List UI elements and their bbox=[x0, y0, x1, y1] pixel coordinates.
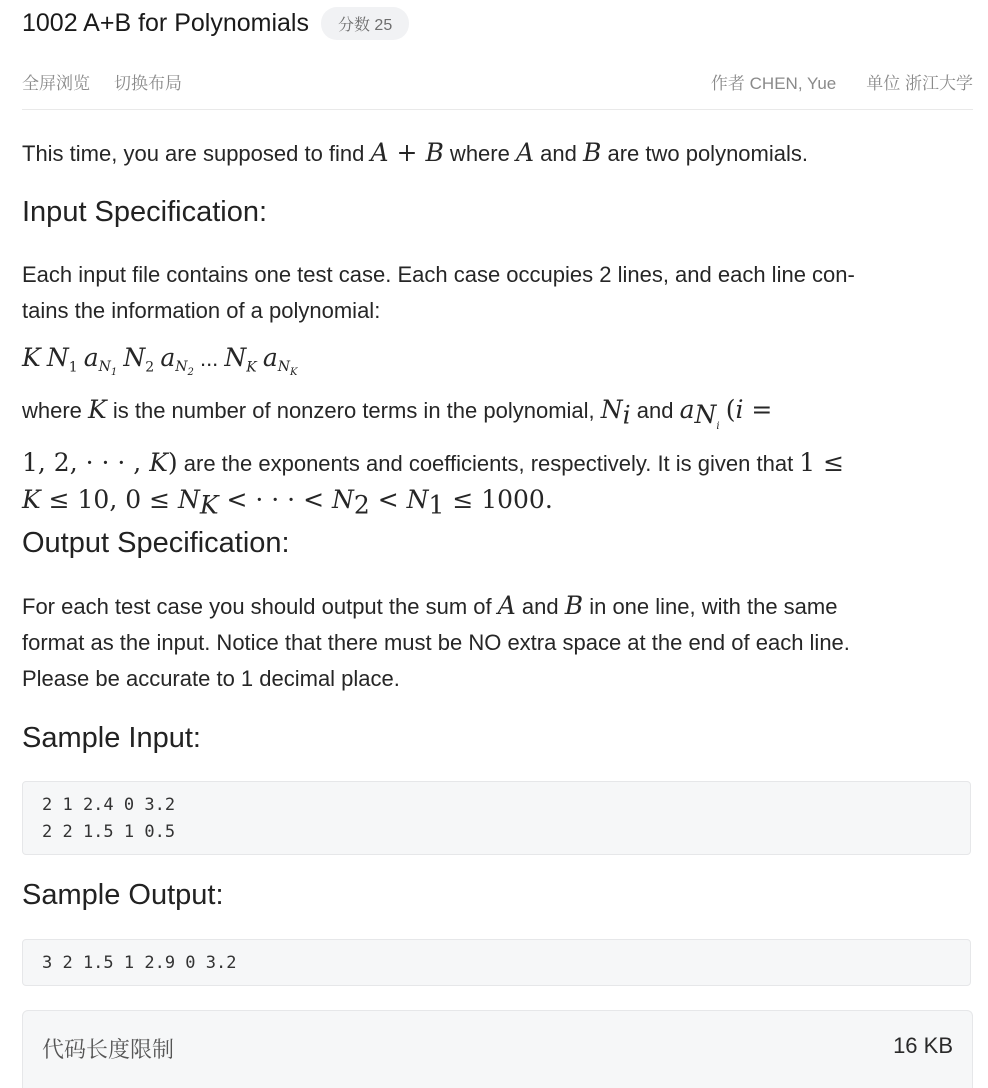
sample-output-line: 3 2 1.5 1 2.9 0 3.2 bbox=[42, 953, 237, 973]
input-format-formula: K $N_1$ $a_{N_1}$ $N_2$ $a_{N_2}$ ... $N_K$ $a_{N_K}$ bbox=[22, 343, 298, 379]
output-text-line-2: format as the input. Notice that there must be NO extra space at the end of each line. bbox=[22, 630, 850, 655]
intro-text-2: where bbox=[443, 141, 516, 166]
code-length-limit bbox=[22, 1010, 973, 1088]
sample-input-block[interactable] bbox=[22, 781, 971, 855]
intro-text-3: and bbox=[534, 141, 583, 166]
sample-input-line: 2 1 2.4 0 3.2 bbox=[42, 795, 176, 815]
sample-input-heading: Sample Input: bbox=[22, 722, 201, 754]
problem-intro: This time, you are supposed to find A + B where A and B are two polynomials. bbox=[22, 138, 808, 167]
input-constraints: where K is the number of nonzero terms in the polynomial, $N_i$ and $a_{N_i}$ (i = 1, 2, · · · , K) are the exponents and coefficients, respectively. It is given that 1 ≤ K ≤ 10, $0 \le N_K$ < · · · < $N_2 < N_1 \le 1000$. bbox=[22, 395, 845, 520]
sample-output-heading: Sample Output: bbox=[22, 879, 224, 911]
problem-title: 1002 A+B for Polynomials bbox=[22, 8, 309, 37]
header-divider bbox=[22, 109, 973, 110]
input-spec-heading: Input Specification: bbox=[22, 196, 268, 228]
title-row bbox=[22, 6, 409, 40]
sample-input-line: 2 2 1.5 1 0.5 bbox=[42, 822, 176, 842]
output-text-3: in one line, with the same bbox=[583, 594, 838, 619]
intro-text-1: This time, you are supposed to find bbox=[22, 141, 371, 166]
input-spec-line-2: tains the information of a polynomial: bbox=[22, 298, 381, 323]
switch-layout-button[interactable]: 切换布局 bbox=[114, 74, 182, 93]
where-text-4: are the exponents and coefficients, respectively. It is given that bbox=[177, 451, 800, 477]
intro-text-4: are two polynomials. bbox=[601, 141, 808, 166]
code-length-label: 代码长度限制 bbox=[42, 1037, 175, 1062]
sample-output-block[interactable] bbox=[22, 939, 971, 986]
view-actions bbox=[22, 69, 182, 94]
code-length-value: 16 KB bbox=[893, 1033, 953, 1058]
input-spec-line-1: Each input file contains one test case. Each case occupies 2 lines, and each line con- bbox=[22, 262, 855, 287]
output-text-1: For each test case you should output the sum of bbox=[22, 594, 498, 619]
output-text-line-3: Please be accurate to 1 decimal place. bbox=[22, 666, 400, 691]
math-a: A bbox=[515, 138, 535, 167]
math-a-plus-b: A bbox=[370, 138, 389, 167]
input-spec-text bbox=[22, 257, 973, 329]
where-text-1: where bbox=[22, 398, 89, 423]
where-text-2: is the number of nonzero terms in the polynomial, bbox=[106, 398, 601, 423]
fullscreen-button[interactable]: 全屏浏览 bbox=[22, 74, 90, 93]
output-spec-heading: Output Specification: bbox=[22, 527, 290, 559]
math-b: B bbox=[582, 138, 602, 167]
where-text-3: and bbox=[630, 398, 680, 423]
meta-row bbox=[22, 66, 973, 94]
problem-meta bbox=[711, 69, 973, 94]
author-info: 作者 CHEN, Yue bbox=[710, 74, 837, 93]
score-badge: 分数 25 bbox=[321, 7, 409, 40]
unit-info: 单位 浙江大学 bbox=[866, 74, 973, 93]
output-spec-text: For each test case you should output the sum of A and B in one line, with the same format as the input. Notice that there must be NO extra space at the end of each line. Please be accurate to 1 decimal place. bbox=[22, 588, 973, 697]
output-text-2: and bbox=[515, 594, 565, 619]
